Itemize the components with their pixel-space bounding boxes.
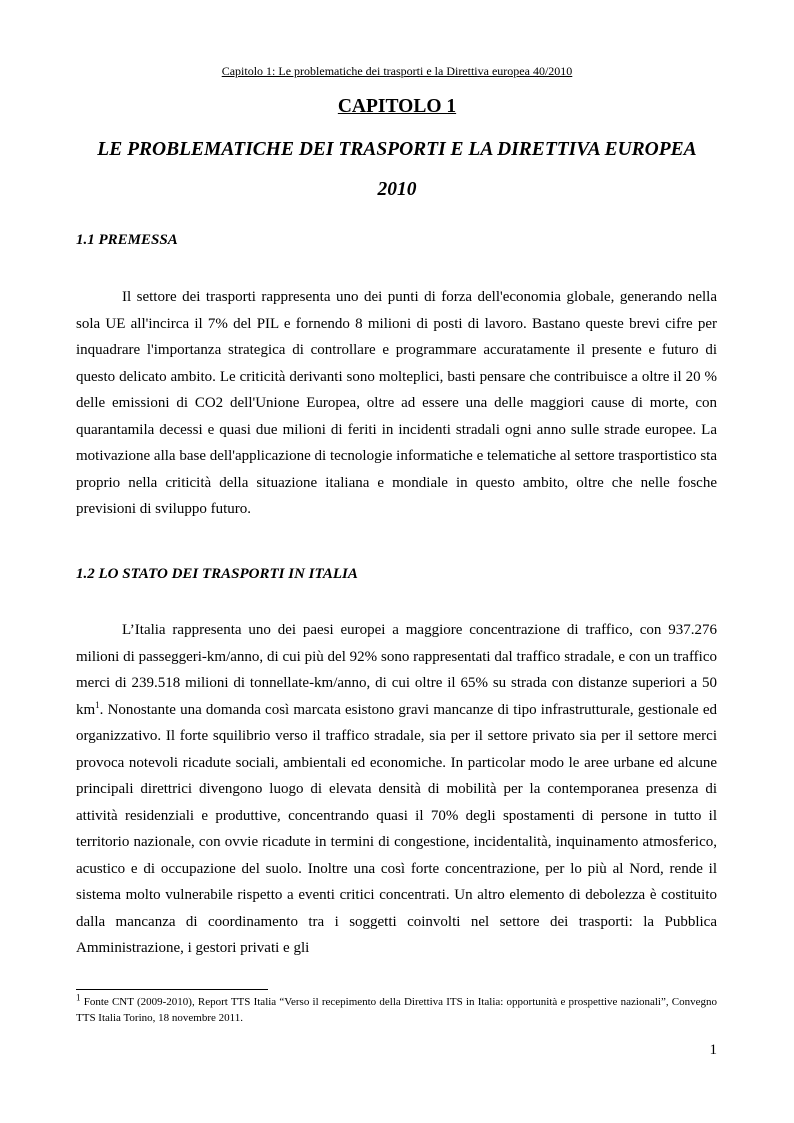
chapter-label: CAPITOLO 1 [337,96,457,117]
footnote-separator [76,989,268,990]
running-header: Capitolo 1: Le problematiche dei trasporti e la Direttiva europea 40/2010 [221,64,573,78]
paragraph-premessa: Il settore dei trasporti rappresenta uno dei punti di forza dell'economia globale, generando nella sola UE all'incirca il 7% del PIL e fornendo 8 milioni di posti di lavoro. Bastano queste brevi cifre per inquadrare l'importanza strategica di controllare e programmare accuratamente il presente e futuro di questo delicato ambito. Le criticità derivanti sono molteplici, basti pensare che contribuisce a oltre il 20 % delle emissioni di CO2 dell'Unione Europea, oltre ad essere una delle maggiori cause di morte, con quarantamila decessi e quasi due milioni di feriti in incidenti stradali ogni anno sulle strade europee. La motivazione alla base dell'applicazione di tecnologie informatiche e telematiche al settore trasportistico sta proprio nella criticità della situazione italiana e mondiale in questo ambito, oltre che nelle fosche previsioni di sviluppo futuro. [76,289,717,517]
footnote-text: Fonte CNT (2009-2010), Report TTS Italia “Verso il recepimento della Direttiva ITS in Italia: opportunità e prospettive nazionali”, Convegno TTS Italia Torino, 18 novembre 2011. [76,996,717,1024]
footnote-reference[interactable]: 1 [95,699,100,710]
paragraph-text-part-1: L’Italia rappresenta uno dei paesi europei a maggiore concentrazione di traffico, con 937.276 milioni di passeggeri-km/anno, di cui più del 92% sono rappresentati dal traffico stradale, e con un traffico merci di 239.518 milioni di tonnellate-km/anno, di cui oltre il 65% su strada con distanze superiori a 50 km [76,622,717,718]
footnote-number: 1 [76,992,81,1003]
chapter-title: LE PROBLEMATICHE DEI TRASPORTI E LA DIRETTIVA EUROPEA 2010 [97,139,697,200]
section-heading-premessa: 1.1 PREMESSA [76,232,178,248]
page-number: 1 [709,1042,717,1058]
section-heading-stato-trasporti: 1.2 LO STATO DEI TRASPORTI IN ITALIA [76,566,358,582]
paragraph-stato-trasporti [76,617,717,962]
footnote [76,994,717,1026]
paragraph-text-part-2: . Nonostante una domanda così marcata esistono gravi mancanze di tipo infrastrutturale, gestionale ed organizzativo. Il forte squilibrio verso il traffico stradale, sia per il settore privato sia per il settore merci provoca notevoli ricadute sociali, ambientali ed economiche. In particolar modo le aree urbane ed alcune principali direttrici divengono luogo di elevata densità di mobilità per la contemporanea presenza di attività residenziali e produttive, concentrando quasi il 70% degli spostamenti di persone in tutto il territorio nazionale, con ovvie ricadute in termini di congestione, incidentalità, inquinamento atmosferico, acustico e di occupazione del suolo. Inoltre una così forte concentrazione, per lo più al Nord, rende il sistema molto vulnerabile rispetto a eventi critici concentrati. Un altro elemento di debolezza è costituito dalla mancanza di coordinamento tra i soggetti coinvolti nel settore dei trasporti: la Pubblica Amministrazione, i gestori privati e gli [76,701,717,956]
